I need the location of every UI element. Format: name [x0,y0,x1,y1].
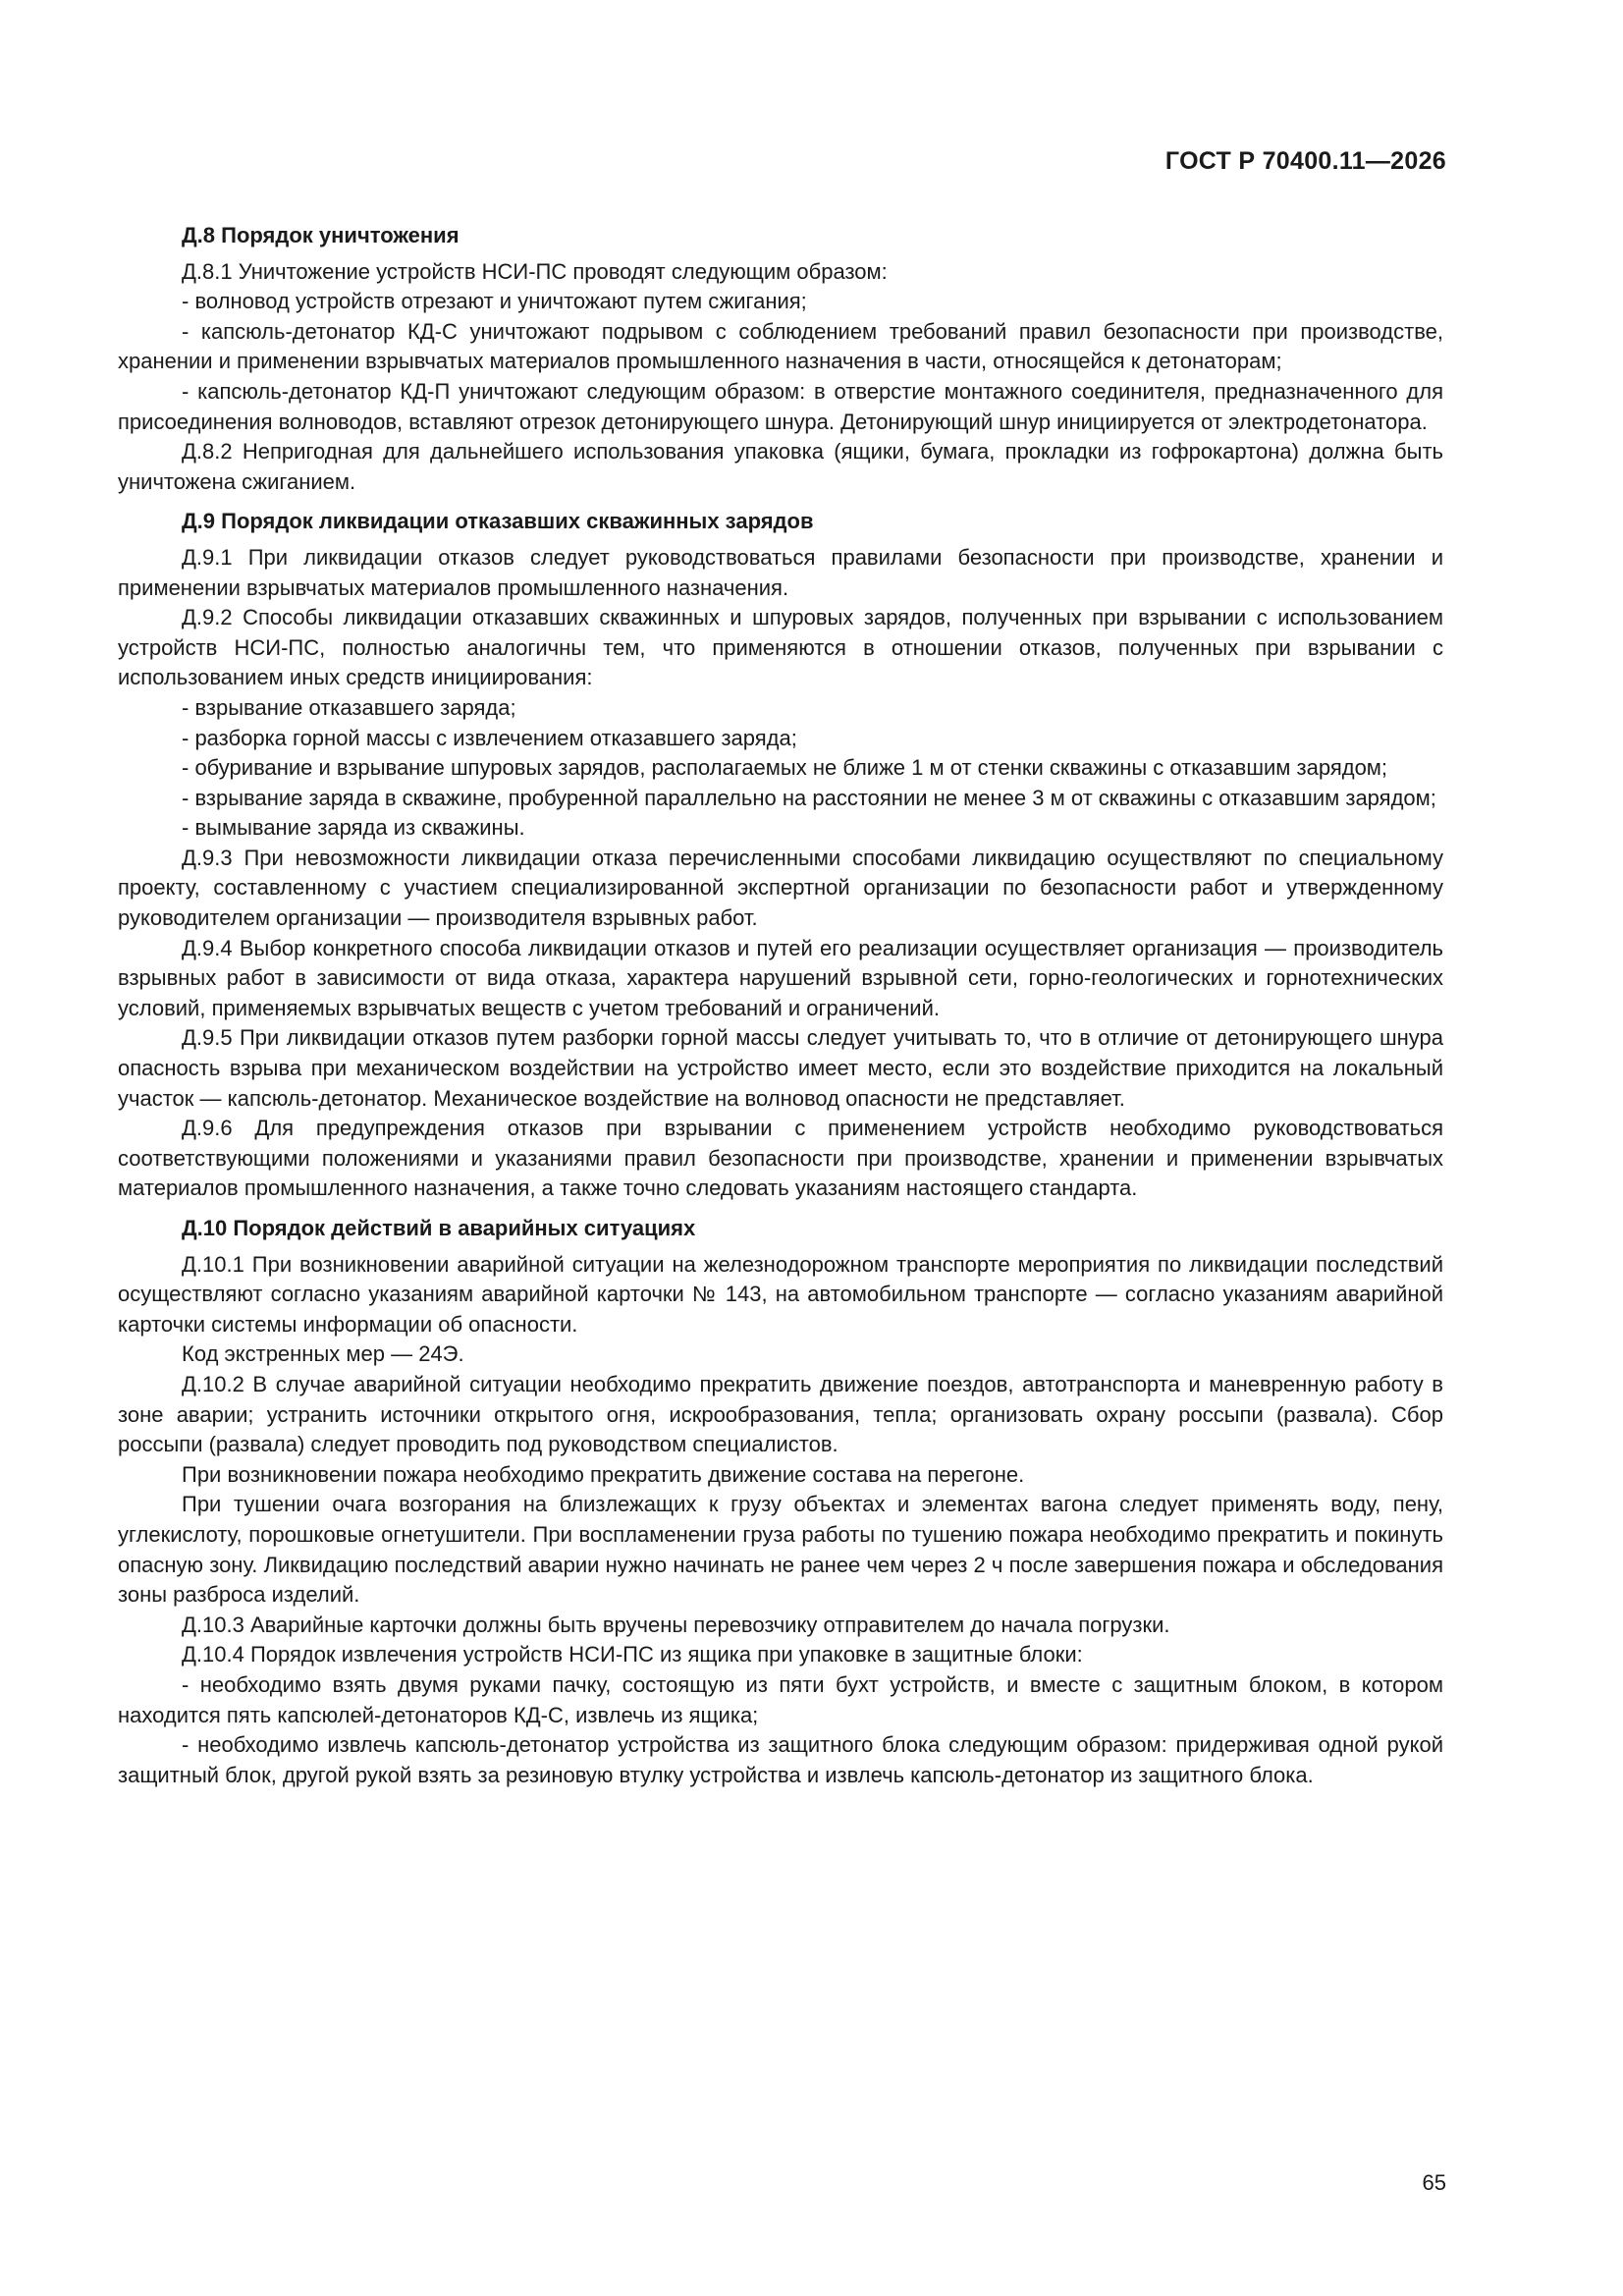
paragraph: Д.9.2 Способы ликвидации отказавших скважинных и шпуровых зарядов, полученных при взрывании с использованием устройств НСИ-ПС, полностью аналогичны тем, что применяются в отношении отказов, полученных при взрывании с использованием иных средств инициирования: [118,605,1443,690]
paragraph: Д.9.5 При ликвидации отказов путем разборки горной массы следует учитывать то, что в отличие от детонирующего шнура опасность взрыва при механическом воздействии на устройство имеет место, если это воздействие приходится на локальный участок — капсюль-детонатор. Механическое воздействие на волновод опасности не представляет. [118,1025,1443,1111]
paragraph: При тушении очага возгорания на близлежащих к грузу объектах и элементах вагона следует применять воду, пену, углекислоту, порошковые огнетушители. При воспламенении груза работы по тушению пожара необходимо прекратить и покинуть опасную зону. Ликвидацию последствий аварии нужно начинать не ранее чем через 2 ч после завершения пожара и обследования зоны разброса изделий. [118,1492,1443,1608]
paragraph: Д.10.3 Аварийные карточки должны быть вручены перевозчику отправителем до начала погрузки. [182,1612,1170,1637]
section-d9 [118,507,1443,1204]
paragraph: Д.9.4 Выбор конкретного способа ликвидации отказов и путей его реализации осуществляет организация — производитель взрывных работ в зависимости от вида отказа, характера нарушений взрывной сети, горно-геологических и горнотехнических условий, применяемых взрывчатых веществ с учетом требований и ограничений. [118,935,1443,1020]
list-item: - капсюль-детонатор КД-П уничтожают следующим образом: в отверстие монтажного соединителя, предназначенного для присоединения волноводов, вставляют отрезок детонирующего шнура. Детонирующий шнур инициируется от электродетонатора. [118,378,1443,434]
section-title: Д.10 Порядок действий в аварийных ситуациях [182,1216,696,1240]
paragraph: Д.8.2 Непригодная для дальнейшего использования упаковка (ящики, бумага, прокладки из гофрокартона) должна быть уничтожена сжиганием. [118,439,1443,494]
section-d8 [118,221,1443,497]
list-item: - необходимо извлечь капсюль-детонатор устройства из защитного блока следующим образом: придерживая одной рукой защитный блок, другой рукой взять за резиновую втулку устройства и извлечь капсюль-детонатор из защитного блока. [118,1732,1443,1787]
paragraph: Д.8.1 Уничтожение устройств НСИ-ПС проводят следующим образом: [182,258,888,284]
list-item: - разборка горной массы с извлечением отказавшего заряда; [182,725,797,750]
list-item: - капсюль-детонатор КД-С уничтожают подрывом с соблюдением требований правил безопасности при производстве, хранении и применении взрывчатых материалов промышленного назначения в части, относящейся к детонаторам; [118,318,1443,374]
list-item: - необходимо взять двумя руками пачку, состоящую из пяти бухт устройств, и вместе с защитным блоком, в котором находится пять капсюлей-детонаторов КД-С, извлечь из ящика; [118,1671,1443,1727]
list-item: - вымывание заряда из скважины. [182,815,525,841]
section-title: Д.9 Порядок ликвидации отказавших скважинных зарядов [182,509,814,534]
list-item: - волновод устройств отрезают и уничтожают путем сжигания; [182,289,807,314]
list-item: - обуривание и взрывание шпуровых зарядов, располагаемых не ближе 1 м от стенки скважины с отказавшим зарядом; [182,755,1388,781]
paragraph: Д.10.1 При возникновении аварийной ситуации на железнодорожном транспорте мероприятия по ликвидации последствий осуществляют согласно указаниям аварийной карточки № 143, на автомобильном транспорте — согласно указаниям аварийной карточки системы информации об опасности. [118,1251,1443,1337]
paragraph: Д.10.2 В случае аварийной ситуации необходимо прекратить движение поездов, автотранспорта и маневренную работу в зоне аварии; устранить источники открытого огня, искрообразования, тепла; организовать охрану россыпи (развала). Сбор россыпи (развала) следует проводить под руководством специалистов. [118,1371,1443,1457]
paragraph: При возникновении пожара необходимо прекратить движение состава на перегоне. [182,1461,1025,1487]
section-d10 [118,1214,1443,1790]
document-header: ГОСТ Р 70400.11—2026 [1164,147,1446,175]
document-body [118,221,1443,1800]
paragraph: Д.9.1 При ликвидации отказов следует руководствоваться правилами безопасности при производстве, хранении и применении взрывчатых материалов промышленного назначения. [118,544,1443,600]
list-item: - взрывание отказавшего заряда; [182,694,516,720]
list-item: - взрывание заряда в скважине, пробуренной параллельно на расстоянии не менее 3 м от скважины с отказавшим зарядом; [182,785,1436,810]
paragraph: Д.10.4 Порядок извлечения устройств НСИ-ПС из ящика при упаковке в защитные блоки: [182,1642,1083,1667]
page-number: 65 [1422,2170,1446,2195]
section-title: Д.8 Порядок уничтожения [182,223,460,247]
paragraph: Д.9.3 При невозможности ликвидации отказа перечисленными способами ликвидацию осуществляют по специальному проекту, составленному с участием специализированной экспертной организации по безопасности работ и утвержденному руководителем организации — производителя взрывных работ. [118,845,1443,931]
paragraph: Д.9.6 Для предупреждения отказов при взрывании с применением устройств необходимо руководствоваться соответствующими положениями и указаниями правил безопасности при производстве, хранении и применении взрывчатых материалов промышленного назначения, а также точно следовать указаниям настоящего стандарта. [118,1116,1443,1201]
paragraph: Код экстренных мер — 24Э. [182,1341,464,1367]
